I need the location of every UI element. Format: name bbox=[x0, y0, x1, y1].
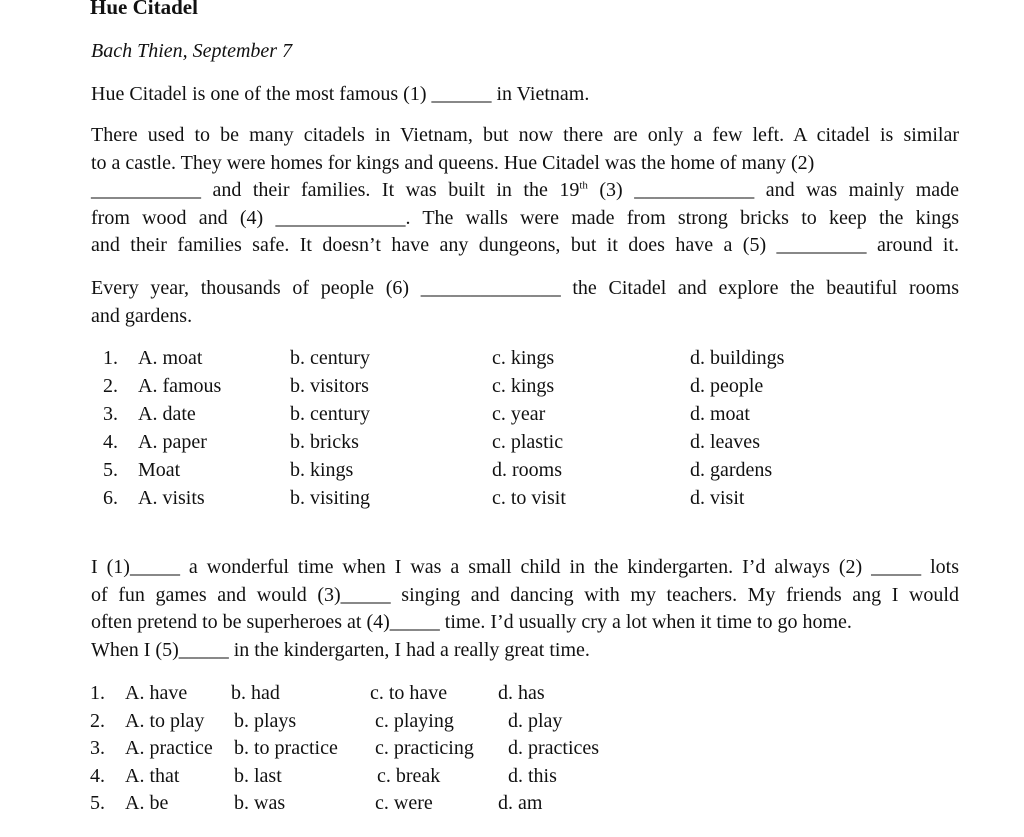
option-d: d. play bbox=[508, 709, 563, 732]
option-d: d. buildings bbox=[690, 347, 785, 369]
option-a: A. date bbox=[138, 403, 196, 425]
question-number: 3. bbox=[90, 737, 105, 759]
text-segment: and was mainly made bbox=[765, 179, 960, 201]
text-line: and gardens. bbox=[91, 304, 193, 327]
option-d: d. people bbox=[690, 375, 764, 397]
option-c: c. playing bbox=[375, 709, 454, 732]
text-line-with-superscript bbox=[91, 177, 959, 205]
option-a: A. have bbox=[125, 682, 188, 704]
option-c: c. were bbox=[375, 792, 433, 814]
option-a: A. to play bbox=[125, 709, 205, 732]
option-a: A. visits bbox=[138, 487, 205, 509]
option-d: d. practices bbox=[508, 737, 600, 759]
option-d: d. has bbox=[498, 682, 545, 704]
option-c: c. year bbox=[492, 403, 546, 425]
text-line: and their families safe. It doesn’t have any dungeons, but it does have a (5) _________ around it. bbox=[91, 234, 959, 256]
text-segment: ___________ and their families. It was built in the 19 bbox=[91, 179, 580, 201]
option-c: c. to have bbox=[370, 682, 448, 704]
option-c: c. break bbox=[377, 764, 441, 787]
option-b: b. kings bbox=[290, 459, 354, 481]
option-d: d. this bbox=[508, 764, 557, 787]
option-a: A. practice bbox=[125, 737, 213, 759]
text-line: There used to be many citadels in Vietnam, but now there are only a few left. A citadel is similar bbox=[91, 124, 959, 146]
text-line: I (1)_____ a wonderful time when I was a small child in the kindergarten. I’d always (2) _____ lots bbox=[91, 556, 959, 578]
text-line: When I (5)_____ in the kindergarten, I had a really great time. bbox=[91, 638, 590, 661]
option-a: A. that bbox=[125, 764, 180, 787]
question-number: 5. bbox=[103, 459, 118, 481]
text-segment: (3) ____________ bbox=[587, 179, 755, 201]
option-b: b. was bbox=[234, 792, 286, 814]
option-d: d. moat bbox=[690, 403, 750, 425]
question-number: 2. bbox=[90, 709, 105, 732]
text-line: from wood and (4) _____________. The walls were made from strong bricks to keep the kings bbox=[91, 206, 959, 229]
option-b: b. had bbox=[231, 682, 280, 704]
option-a: A. be bbox=[125, 792, 169, 814]
option-b: b. century bbox=[290, 347, 370, 369]
question-number: 5. bbox=[90, 792, 105, 814]
question-number: 4. bbox=[103, 431, 118, 453]
option-b: b. visitors bbox=[290, 375, 369, 397]
ordinal-superscript: th bbox=[579, 179, 588, 192]
option-a: Moat bbox=[138, 459, 181, 481]
option-d: d. am bbox=[498, 792, 543, 814]
option-b: b. century bbox=[290, 403, 370, 425]
option-b: b. visiting bbox=[290, 487, 371, 509]
text-line: Every year, thousands of people (6) ______________ the Citadel and explore the beautiful rooms bbox=[91, 277, 959, 299]
text-line: to a castle. They were homes for kings and queens. Hue Citadel was the home of many (2) bbox=[91, 151, 815, 174]
question-number: 1. bbox=[90, 682, 105, 704]
paragraph-kindergarten bbox=[91, 554, 959, 664]
text-line: of fun games and would (3)_____ singing and dancing with my teachers. My friends ang I would bbox=[91, 583, 959, 606]
intro-sentence: Hue Citadel is one of the most famous (1) ______ in Vietnam. bbox=[91, 83, 590, 105]
option-c: c. kings bbox=[492, 347, 555, 369]
option-b: b. bricks bbox=[290, 431, 359, 453]
option-c: d. rooms bbox=[492, 459, 562, 481]
question-number: 4. bbox=[90, 764, 105, 787]
paragraph-history bbox=[91, 122, 959, 260]
question-number: 1. bbox=[103, 347, 118, 369]
text-line: often pretend to be superheroes at (4)_____ time. I’d usually cry a lot when it time to go home. bbox=[91, 611, 852, 633]
byline: Bach Thien, September 7 bbox=[91, 40, 293, 62]
option-c: c. plastic bbox=[492, 431, 564, 453]
option-c: c. practicing bbox=[375, 737, 474, 759]
option-c: c. kings bbox=[492, 375, 555, 397]
option-a: A. paper bbox=[138, 431, 207, 453]
question-number: 2. bbox=[103, 375, 118, 397]
option-b: b. to practice bbox=[234, 737, 338, 759]
question-number: 3. bbox=[103, 403, 118, 425]
option-a: A. moat bbox=[138, 347, 203, 369]
option-d: d. visit bbox=[690, 487, 745, 509]
question-number: 6. bbox=[103, 487, 118, 509]
document-title: Hue Citadel bbox=[90, 0, 198, 19]
option-a: A. famous bbox=[138, 375, 222, 397]
option-b: b. plays bbox=[234, 709, 297, 732]
option-b: b. last bbox=[234, 764, 282, 787]
option-d: d. leaves bbox=[690, 431, 760, 453]
option-d: d. gardens bbox=[690, 459, 773, 481]
paragraph-visitors bbox=[91, 275, 959, 330]
option-c: c. to visit bbox=[492, 487, 566, 509]
